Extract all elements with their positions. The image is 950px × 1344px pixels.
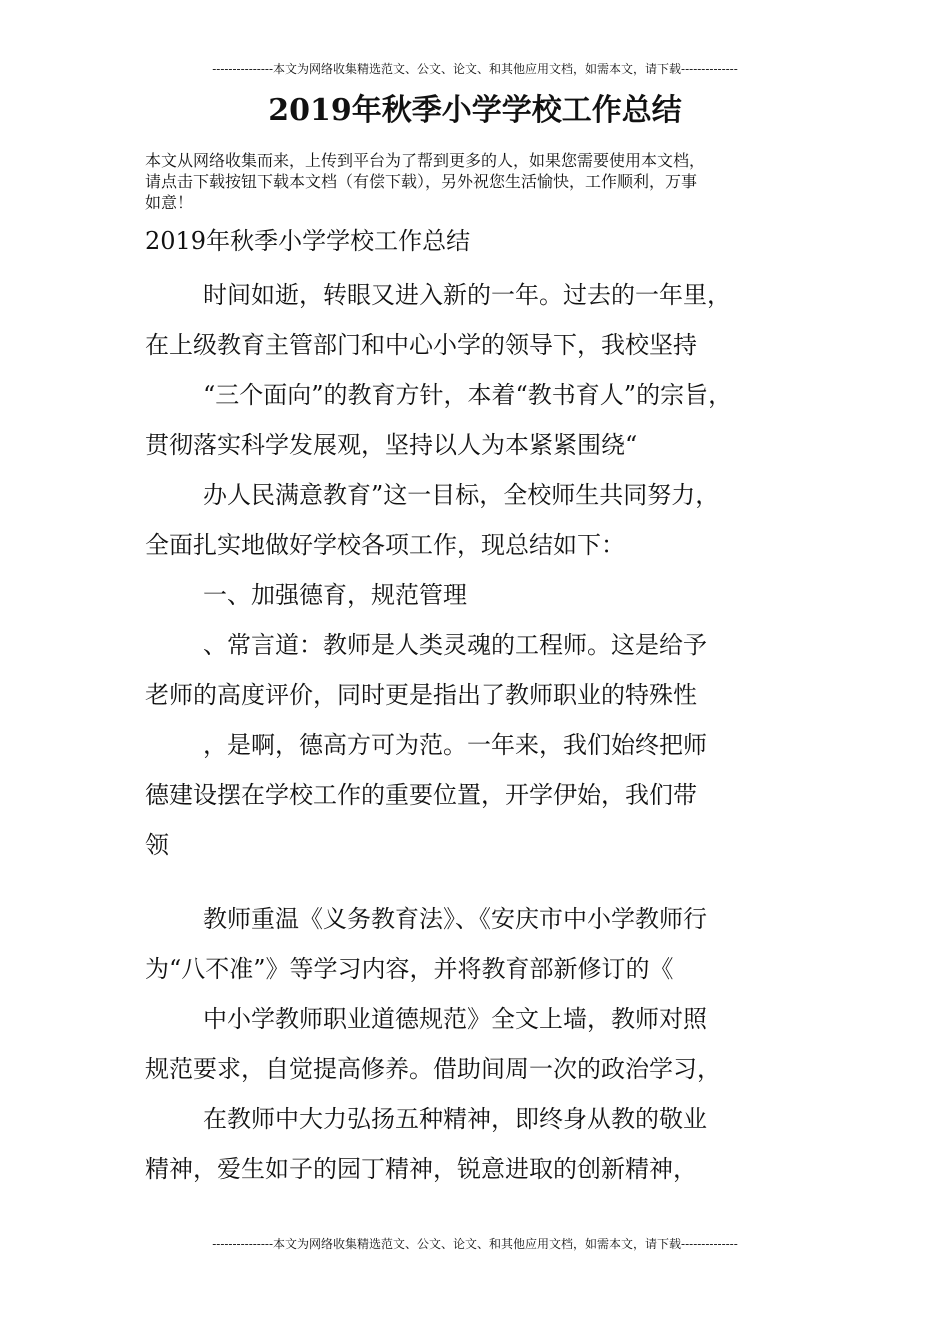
body-line: ，是啊，德高方可为范。一年来，我们始终把师 xyxy=(203,731,707,759)
section-heading: 一、加强德育，规范管理 xyxy=(203,581,467,609)
download-notice xyxy=(145,150,810,213)
body-line: 办人民满意教育”这一目标，全校师生共同努力， xyxy=(203,481,720,509)
body-line: 精神，爱生如子的园丁精神，锐意进取的创新精神， xyxy=(145,1155,697,1183)
body-text xyxy=(145,270,810,1194)
body-line: 德建设摆在学校工作的重要位置，开学伊始，我们带 xyxy=(145,781,697,809)
body-line: 规范要求，自觉提高修养。借助间周一次的政治学习， xyxy=(145,1055,721,1083)
footer-banner: ---------------本文为网络收集精选范文、公文、论文、和其他应用文档，如需本文，请下载-------------- xyxy=(212,1237,738,1251)
document-title: 2019年秋季小学学校工作总结 xyxy=(268,93,682,128)
body-line: 在上级教育主管部门和中心小学的领导下，我校坚持 xyxy=(145,331,697,359)
paragraph-gap xyxy=(145,870,810,894)
notice-line: 请点击下载按钮下载本文档（有偿下载），另外祝您生活愉快，工作顺利，万事 xyxy=(145,172,698,191)
body-line: “三个面向”的教育方针，本着“教书育人”的宗旨， xyxy=(203,381,733,409)
body-line: 、常言道：教师是人类灵魂的工程师。这是给予 xyxy=(203,631,707,659)
body-line: 为“八不准”》等学习内容，并将教育部新修订的《 xyxy=(145,955,674,983)
body-line: 领 xyxy=(145,831,169,859)
body-line: 老师的高度评价，同时更是指出了教师职业的特殊性 xyxy=(145,681,697,709)
body-line: 贯彻落实科学发展观，坚持以人为本紧紧围绕“ xyxy=(145,431,638,459)
notice-line: 如意！ xyxy=(145,193,194,212)
document-subtitle: 2019年秋季小学学校工作总结 xyxy=(145,227,471,255)
body-line: 全面扎实地做好学校各项工作，现总结如下： xyxy=(145,531,625,559)
body-line: 时间如逝，转眼又进入新的一年。过去的一年里， xyxy=(203,281,731,309)
body-line: 中小学教师职业道德规范》全文上墙，教师对照 xyxy=(203,1005,707,1033)
header-banner: ---------------本文为网络收集精选范文、公文、论文、和其他应用文档，如需本文，请下载-------------- xyxy=(212,62,738,76)
notice-line: 本文从网络收集而来，上传到平台为了帮到更多的人，如果您需要使用本文档， xyxy=(145,151,706,170)
body-line: 教师重温《义务教育法》、《安庆市中小学教师行 xyxy=(203,905,707,933)
body-line: 在教师中大力弘扬五种精神，即终身从教的敬业 xyxy=(203,1105,707,1133)
